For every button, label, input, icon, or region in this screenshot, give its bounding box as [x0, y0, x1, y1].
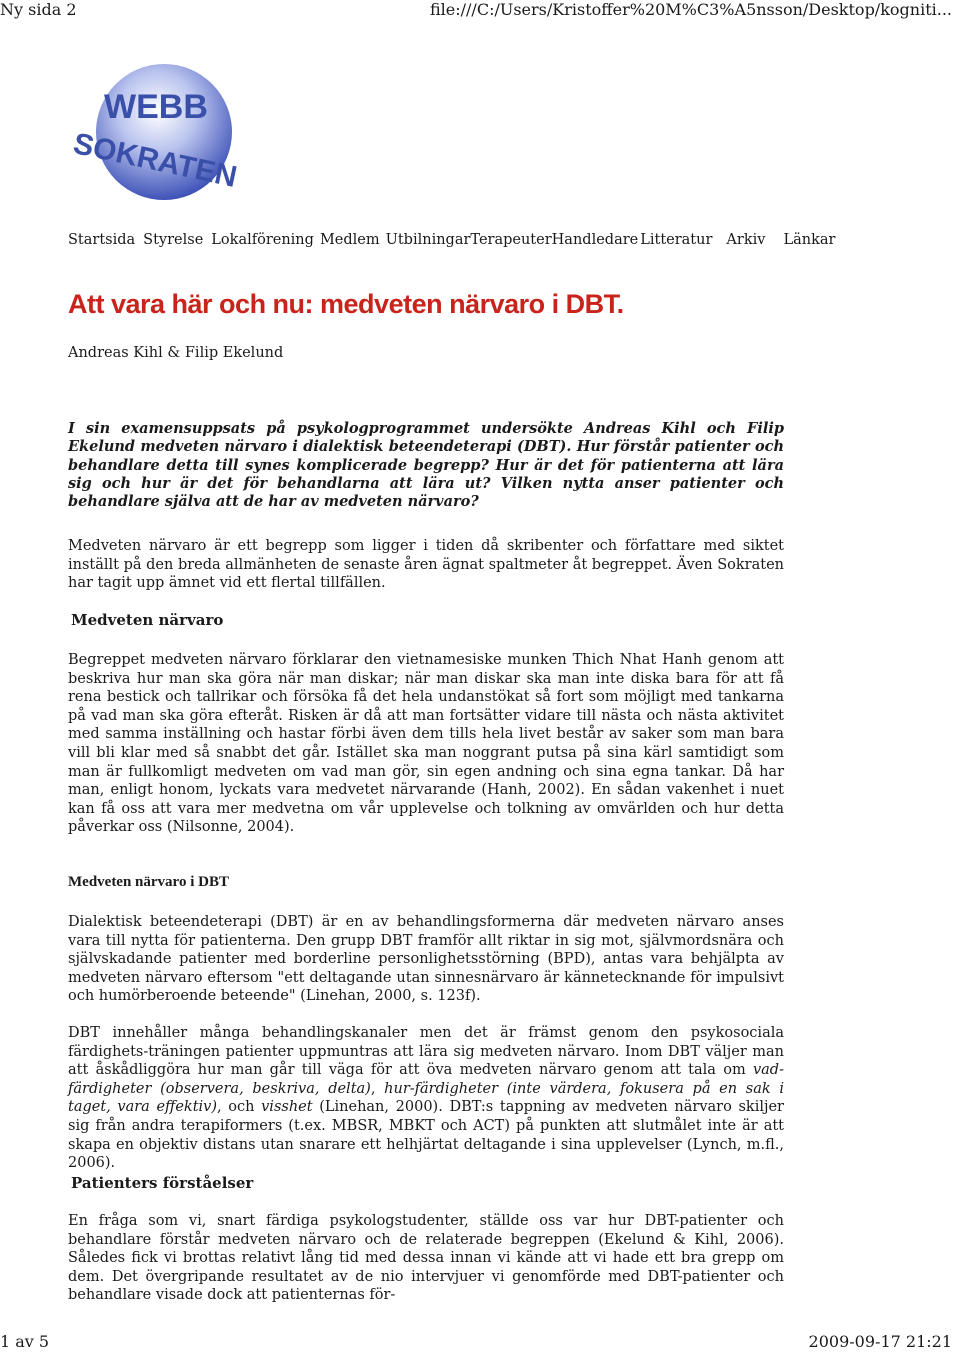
svg-text:WEBB: WEBB: [104, 88, 208, 126]
article-lead: I sin examensuppsats på psykologprogrammet undersökte Andreas Kihl och Filip Ekelund medveten närvaro i dialektisk beteendeterapi (DBT). Hur förstår patienter och behandlare detta till synes komplicerade begrepp? Hur är det för patienterna att lära sig och hur är det för behandlarna att lära ut? Vilken nytta anser patienter och behandlare själva att de har av medveten närvaro?: [68, 420, 784, 511]
section2-paragraph-1: Dialektisk beteendeterapi (DBT) är en av behandlingsformerna där medveten närvaro anses vara till nytta för patienterna. Den grupp DBT framför allt riktar in sig mot, självmordsnära och självskadande patienter med borderline personlighetsstörning (BPD), antas vara behjälpta av medveten närvaro eftersom "ett deltagande utan sinnesnärvaro är kännetecknande för impulsivt och humörberoende beteende" (Linehan, 2000, s. 123f).: [68, 914, 784, 1005]
nav-utbildningar[interactable]: Utbilningar: [385, 232, 471, 248]
webb-sokraten-logo[interactable]: [64, 60, 244, 215]
nav-lankar[interactable]: Länkar: [783, 232, 836, 248]
nav-handledare[interactable]: Handledare: [551, 232, 639, 248]
nav-lokalforening[interactable]: Lokalförening: [211, 232, 314, 248]
nav-arkiv[interactable]: Arkiv: [726, 232, 766, 248]
nav-terapeuter[interactable]: Terapeuter: [470, 232, 552, 248]
nav-styrelse[interactable]: Styrelse: [143, 232, 204, 248]
nav-startsida[interactable]: Startsida: [68, 232, 136, 248]
page-counter: 1 av 5: [0, 1332, 50, 1351]
article-title: Att vara här och nu: medveten närvaro i DBT.: [68, 289, 624, 319]
section-heading-medveten-narvaro: Medveten närvaro: [71, 611, 224, 629]
print-timestamp: 2009-09-17 21:21: [808, 1332, 952, 1351]
section1-paragraph: Begreppet medveten närvaro förklarar den vietnamesiske munken Thich Nhat Hanh genom att beskriva hur man ska göra när man diskar; när man diskar ska man inte diska bara för att få rena bestick och tallrikar och försöka få det hela undanstökat så fort som möjligt med tankarna på vad man ska göra efteråt. Risken är då att man fortsätter vidare till nästa och nästa aktivitet med samma inställning och hastar förbi även dem tills hela livet består av saker som man bara vill bli klar med så snabbt det går. Istället ska man noggrant putsa på sina kärl samtidigt som man är fullkomligt medveten om vad man gör, sin egen andning och sina egna tankar. Då har man, enligt honom, lyckats vara medvetet närvarande (Hanh, 2002). En sådan vakenhet i nuet kan få oss att vara mer medvetna om vår upplevelse och tolkning av omvärlden och hur detta påverkar oss (Nilsonne, 2004).: [68, 652, 784, 836]
nav-medlem[interactable]: Medlem: [319, 232, 380, 248]
article-byline: Andreas Kihl & Filip Ekelund: [68, 345, 284, 361]
main-nav: [68, 232, 835, 248]
section2-paragraph-2: DBT innehåller många behandlingskanaler men det är främst genom den psykosociala färdighets-träningen patienter uppmuntras att lära sig medveten närvaro. Inom DBT väljer man att åskådliggöra hur man går till väga för att öva medveten närvaro genom att tala om vad-färdigheter (observera, beskriva, delta), hur-färdigheter (inte värdera, fokusera på en sak i taget, vara effektiv), och visshet (Linehan, 2000). DBT:s tappning av medveten närvaro skiljer sig från andra terapiformers (t.ex. MBSR, MBKT och ACT) på punkten att slutmålet inte är att skapa en objektiv distans utan snarare ett helhjärtat deltagande i sina upplevelser (Lynch, m.fl., 2006).: [68, 1025, 784, 1172]
browser-url: file:///C:/Users/Kristoffer%20M%C3%A5nsson/Desktop/kogniti...: [430, 0, 952, 19]
browser-page-title: Ny sida 2: [0, 0, 77, 19]
section-heading-dbt: Medveten närvaro i DBT: [68, 874, 229, 890]
section-heading-patienters: Patienters förståelser: [71, 1174, 254, 1192]
nav-litteratur[interactable]: Litteratur: [640, 232, 713, 248]
intro-paragraph: Medveten närvaro är ett begrepp som ligger i tiden då skribenter och författare med siktet inställt på den breda allmänheten de senaste åren ägnat spaltmeter åt begreppet. Även Sokraten har tagit upp ämnet vid ett flertal tillfällen.: [68, 538, 785, 592]
section3-paragraph: En fråga som vi, snart färdiga psykologstudenter, ställde oss var hur DBT-patienter och behandlare förstår medveten närvaro och de relaterade begreppen (Ekelund & Kihl, 2006). Således fick vi brottas relativt lång tid med dessa innan vi kände att vi hade ett bra grepp om dem. Det övergripande resultatet av de nio intervjuer vi genomförde med DBT-patienter och behandlare visade dock att patienternas för-: [68, 1213, 784, 1304]
svg-text:SOKRATEN: SOKRATEN: [70, 127, 240, 194]
